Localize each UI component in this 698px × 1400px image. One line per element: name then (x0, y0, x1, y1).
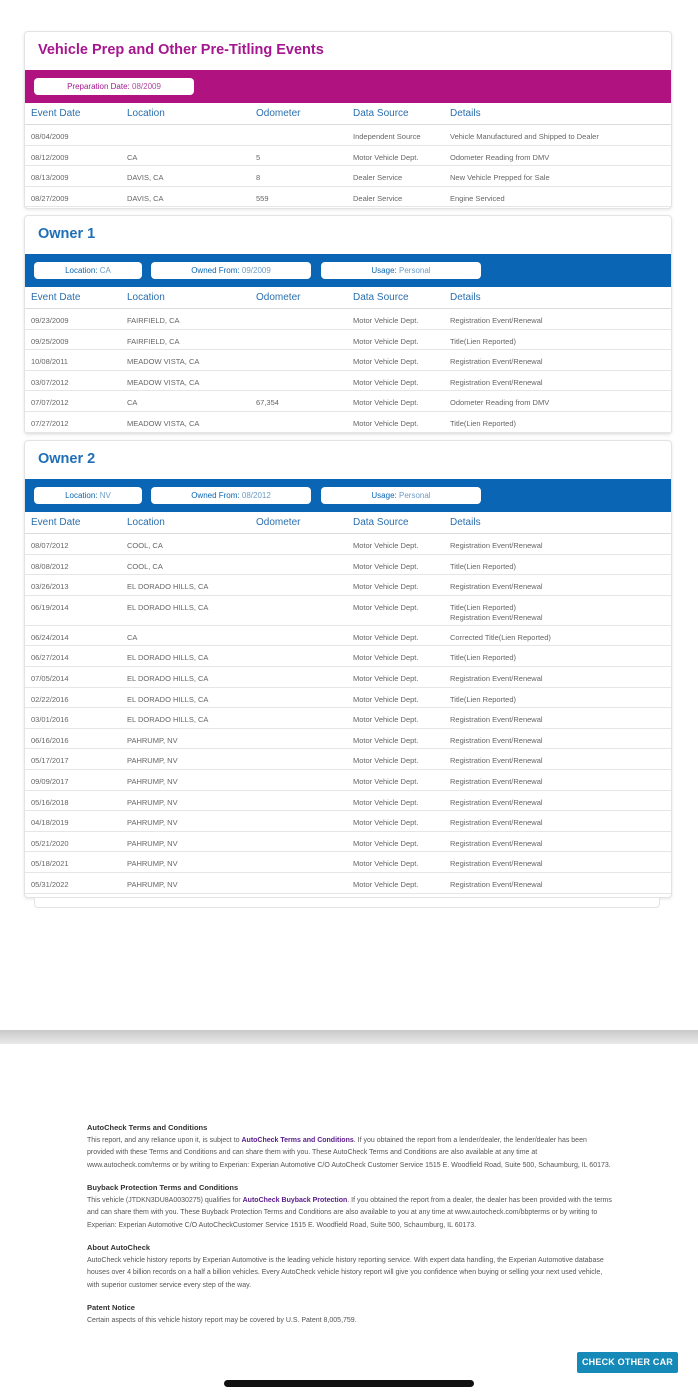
cell-details: Title(Lien Reported) (450, 653, 517, 663)
cell-data-source: Motor Vehicle Dept. (353, 673, 419, 683)
cell-location: FAIRFIELD, CA (127, 316, 180, 325)
cell-details-first-line: Title(Lien Reported) (450, 602, 517, 612)
cell-odometer: 67,354 (256, 398, 279, 408)
cell-odometer: 5 (256, 152, 261, 162)
cell-details: Engine Serviced (450, 193, 505, 203)
table-row (25, 412, 671, 433)
cell-location: PAHRUMP, NV (127, 776, 178, 786)
col-details: Details (450, 292, 481, 303)
col-location: Location (127, 517, 165, 528)
cell-location: EL DORADO HILLS, CA (127, 653, 209, 663)
prep-table-header (25, 103, 671, 125)
cell-location: PAHRUMP, NV (127, 797, 178, 807)
cell-data-source: Dealer Service (353, 173, 403, 183)
cell-location: DAVIS, CA (127, 173, 164, 183)
cell-event-date: 06/19/2014 (31, 602, 69, 612)
cell-event-date: 07/05/2014 (31, 673, 69, 683)
cell-data-source: Motor Vehicle Dept. (353, 582, 419, 592)
cell-data-source: Motor Vehicle Dept. (353, 632, 419, 642)
owned-from-pill (151, 487, 311, 504)
col-odometer: Odometer (256, 108, 301, 119)
table-row (25, 391, 671, 412)
cell-location: PAHRUMP, NV (127, 818, 178, 828)
col-odometer: Odometer (256, 292, 301, 303)
cell-details: Registration Event/Renewal (450, 357, 543, 367)
cell-event-date: 05/16/2018 (31, 797, 69, 807)
cell-details (450, 603, 543, 623)
cell-data-source: Motor Vehicle Dept. (353, 561, 419, 571)
table-row (25, 770, 671, 791)
cell-event-date: 09/25/2009 (31, 336, 69, 346)
patent-notice-title: Patent Notice (87, 1303, 135, 1312)
table-row (25, 350, 671, 371)
cell-event-date: 10/08/2011 (31, 357, 68, 367)
cell-details: Registration Event/Renewal (450, 541, 543, 550)
cell-event-date: 08/27/2009 (31, 193, 69, 203)
cell-details: Odometer Reading from DMV (450, 398, 550, 408)
cell-details: Registration Event/Renewal (450, 582, 543, 592)
location-pill (34, 487, 142, 504)
cell-location: COOL, CA (127, 561, 163, 571)
cell-event-date: 04/18/2019 (31, 818, 69, 828)
cell-location: EL DORADO HILLS, CA (127, 582, 209, 592)
cell-data-source: Motor Vehicle Dept. (353, 152, 419, 162)
cell-odometer: 559 (256, 193, 269, 203)
cell-location: PAHRUMP, NV (127, 859, 178, 869)
col-data-source: Data Source (353, 108, 409, 119)
text: . If you obtained the report from a dealer, the dealer has been provided with the terms and can share them with you. These Buyback Protection Terms and Conditions are also available to you at any time at www.autocheck.com/bbpterms or by writing to Experian: Experian Automotive C/O AutoCheckCustomer Service 1515 E. Woodfield Road, Suite 500, Schaumburg, IL 60173. (87, 1196, 612, 1229)
cell-details: Title(Lien Reported) (450, 336, 517, 346)
cell-location: MEADOW VISTA, CA (127, 377, 200, 387)
cell-details-second-line: Registration Event/Renewal (450, 612, 543, 622)
pill-label: Owned From: (191, 266, 240, 275)
col-location: Location (127, 108, 165, 119)
cell-details: Registration Event/Renewal (450, 756, 543, 766)
cell-event-date: 08/08/2012 (31, 561, 69, 571)
autocheck-terms-link[interactable]: AutoCheck Terms and Conditions (241, 1136, 354, 1144)
autocheck-terms-text (87, 1135, 612, 1173)
cell-location: EL DORADO HILLS, CA (127, 715, 209, 725)
cell-data-source: Motor Vehicle Dept. (353, 756, 419, 766)
cell-data-source: Motor Vehicle Dept. (353, 316, 419, 325)
owner2-card (24, 440, 672, 898)
table-row (25, 125, 671, 146)
cell-location: EL DORADO HILLS, CA (127, 673, 209, 683)
text: This report, and any reliance upon it, is subject to (87, 1136, 242, 1144)
cell-data-source: Motor Vehicle Dept. (353, 776, 419, 786)
cell-odometer: 8 (256, 173, 261, 183)
cell-data-source: Motor Vehicle Dept. (353, 797, 419, 807)
table-row (25, 371, 671, 392)
owner2-band (25, 479, 671, 512)
cell-event-date: 09/23/2009 (31, 316, 69, 325)
cell-event-date: 05/21/2020 (31, 838, 69, 848)
col-event-date: Event Date (31, 292, 81, 303)
cell-data-source: Motor Vehicle Dept. (353, 653, 419, 663)
buyback-terms-text (87, 1195, 612, 1233)
prep-rows (25, 125, 671, 207)
cell-data-source: Motor Vehicle Dept. (353, 377, 419, 387)
cell-event-date: 07/27/2012 (31, 418, 69, 428)
pill-value: CA (99, 266, 111, 275)
table-row (25, 187, 671, 208)
table-row (25, 749, 671, 770)
cell-data-source: Motor Vehicle Dept. (353, 818, 419, 828)
table-row (25, 688, 671, 709)
patent-notice-text: Certain aspects of this vehicle history report may be covered by U.S. Patent 8,005,759. (87, 1316, 357, 1324)
pill-label: Owned From: (191, 491, 240, 500)
col-event-date: Event Date (31, 108, 81, 119)
owned-from-pill (151, 262, 311, 279)
prep-card (24, 31, 672, 209)
pill-value: Personal (399, 491, 431, 500)
text: This vehicle (JTDKN3DU8A0030275) qualifies for (87, 1196, 243, 1204)
cell-event-date: 02/22/2016 (31, 694, 69, 704)
pill-value: 09/2009 (241, 266, 271, 275)
pill-label: Usage: (371, 266, 397, 275)
about-autocheck-text: AutoCheck vehicle history reports by Experian Automotive is the leading vehicle history reporting service. With expert data handling, the Experian Automotive database houses over 4 billion records on a half a billion vehicles. Every AutoCheck vehicle history report will give you confidence when buying or selling your next used vehicle, with superior customer service every step of the way. (87, 1256, 604, 1289)
table-row (25, 811, 671, 832)
usage-pill (321, 487, 481, 504)
cell-details: Corrected Title(Lien Reported) (450, 632, 551, 642)
owner2-title: Owner 2 (38, 451, 96, 467)
owner1-rows (25, 309, 671, 433)
owner2-rows (25, 534, 671, 894)
cell-data-source: Motor Vehicle Dept. (353, 357, 419, 367)
pill-label: Location: (65, 491, 98, 500)
cell-details: Registration Event/Renewal (450, 818, 543, 828)
cell-event-date: 08/07/2012 (31, 541, 69, 550)
prep-band (25, 70, 671, 103)
cell-data-source: Independent Source (353, 132, 421, 141)
table-row (25, 832, 671, 853)
owner1-title: Owner 1 (38, 226, 96, 242)
cell-event-date: 03/07/2012 (31, 377, 69, 387)
cell-details: Registration Event/Renewal (450, 735, 543, 745)
table-row (25, 330, 671, 351)
table-row (25, 309, 671, 330)
cell-event-date: 05/18/2021 (31, 859, 69, 869)
cell-details: Registration Event/Renewal (450, 673, 543, 683)
pill-label: Usage: (371, 491, 397, 500)
cell-data-source: Motor Vehicle Dept. (353, 336, 419, 346)
cell-data-source: Motor Vehicle Dept. (353, 838, 419, 848)
cell-location: MEADOW VISTA, CA (127, 418, 200, 428)
cell-details: Registration Event/Renewal (450, 377, 543, 387)
cell-data-source: Motor Vehicle Dept. (353, 694, 419, 704)
cell-location: EL DORADO HILLS, CA (127, 602, 209, 612)
pill-label: Location: (65, 266, 98, 275)
usage-pill (321, 262, 481, 279)
cell-event-date: 06/27/2014 (31, 653, 69, 663)
cell-location: EL DORADO HILLS, CA (127, 694, 209, 704)
col-event-date: Event Date (31, 517, 81, 528)
owner1-band (25, 254, 671, 287)
cell-location: DAVIS, CA (127, 193, 164, 203)
cell-data-source: Motor Vehicle Dept. (353, 715, 419, 725)
cell-details: Registration Event/Renewal (450, 838, 543, 848)
cell-details: Title(Lien Reported) (450, 694, 517, 704)
cell-data-source: Motor Vehicle Dept. (353, 541, 419, 550)
cell-data-source: Motor Vehicle Dept. (353, 735, 419, 745)
cell-event-date: 05/31/2022 (31, 879, 69, 889)
cell-data-source: Motor Vehicle Dept. (353, 398, 419, 408)
cell-details: Registration Event/Renewal (450, 316, 543, 325)
buyback-terms-title: Buyback Protection Terms and Conditions (87, 1183, 239, 1192)
check-other-car-button[interactable]: CHECK OTHER CAR (577, 1352, 678, 1373)
table-row (25, 667, 671, 688)
table-row (25, 146, 671, 167)
table-row (25, 729, 671, 750)
cell-details: Title(Lien Reported) (450, 561, 517, 571)
cell-data-source: Dealer Service (353, 193, 403, 203)
cell-details: Registration Event/Renewal (450, 797, 543, 807)
table-row (25, 575, 671, 596)
about-autocheck-title: About AutoCheck (87, 1243, 151, 1252)
location-pill (34, 262, 142, 279)
owner2-table-header (25, 512, 671, 534)
cell-data-source: Motor Vehicle Dept. (353, 602, 419, 612)
cell-location: PAHRUMP, NV (127, 838, 178, 848)
table-row (25, 626, 671, 647)
table-row (25, 166, 671, 187)
cell-location: MEADOW VISTA, CA (127, 357, 200, 367)
cell-event-date: 08/13/2009 (31, 173, 69, 183)
col-details: Details (450, 108, 481, 119)
cell-details: Registration Event/Renewal (450, 879, 543, 889)
pill-value: 08/2009 (132, 82, 161, 91)
buyback-protection-link[interactable]: AutoCheck Buyback Protection (242, 1196, 348, 1204)
col-data-source: Data Source (353, 517, 409, 528)
cell-event-date: 07/07/2012 (31, 398, 69, 408)
cell-details: New Vehicle Prepped for Sale (450, 173, 550, 183)
cell-event-date: 05/17/2017 (31, 756, 69, 766)
cell-details: Registration Event/Renewal (450, 776, 543, 786)
cell-event-date: 09/09/2017 (31, 776, 69, 786)
terms-section (87, 1122, 612, 1327)
table-row (25, 534, 671, 555)
cell-event-date: 08/04/2009 (31, 132, 69, 141)
cell-location: FAIRFIELD, CA (127, 336, 180, 346)
col-data-source: Data Source (353, 292, 409, 303)
card-bottom-edge (34, 898, 660, 908)
cell-details: Registration Event/Renewal (450, 859, 543, 869)
cell-data-source: Motor Vehicle Dept. (353, 859, 419, 869)
pill-value: Personal (399, 266, 431, 275)
cell-location: CA (127, 398, 138, 408)
table-row (25, 596, 671, 626)
cell-event-date: 06/24/2014 (31, 632, 69, 642)
section-divider (0, 1030, 698, 1044)
col-location: Location (127, 292, 165, 303)
cell-location: CA (127, 632, 138, 642)
table-row (25, 873, 671, 894)
preparation-date-pill (34, 78, 194, 95)
autocheck-terms-title: AutoCheck Terms and Conditions (87, 1123, 208, 1132)
table-row (25, 708, 671, 729)
table-row (25, 646, 671, 667)
cell-location: COOL, CA (127, 541, 163, 550)
prep-title: Vehicle Prep and Other Pre-Titling Events (38, 42, 324, 58)
owner1-table-header (25, 287, 671, 309)
pill-value: NV (99, 491, 111, 500)
cell-location: PAHRUMP, NV (127, 735, 178, 745)
cell-location: PAHRUMP, NV (127, 756, 178, 766)
home-indicator[interactable] (224, 1380, 474, 1387)
pill-label: Preparation Date: (67, 82, 130, 91)
col-odometer: Odometer (256, 517, 301, 528)
cell-data-source: Motor Vehicle Dept. (353, 879, 419, 889)
owner1-card (24, 215, 672, 434)
cell-event-date: 06/16/2016 (31, 735, 69, 745)
table-row (25, 852, 671, 873)
text: . If you obtained the report from a lender/dealer, the lender/dealer has been provided with these Terms and Conditions and can share them with you. These AutoCheck Terms and Conditions are also available at any time at www.autocheck.com/terms or by writing to Experian: Experian Automotive C/O AutoCheck Customer Service 1515 E. Woodfield Road, Suite 500, Schaumburg, IL 60173. (87, 1136, 611, 1169)
table-row (25, 791, 671, 812)
cell-details: Odometer Reading from DMV (450, 152, 550, 162)
cell-data-source: Motor Vehicle Dept. (353, 418, 419, 428)
cell-location: PAHRUMP, NV (127, 879, 178, 889)
cell-details: Title(Lien Reported) (450, 418, 517, 428)
cell-details: Registration Event/Renewal (450, 715, 543, 725)
table-row (25, 555, 671, 576)
cell-event-date: 03/26/2013 (31, 582, 69, 592)
cell-event-date: 03/01/2016 (31, 715, 69, 725)
pill-value: 08/2012 (241, 491, 271, 500)
cell-details: Vehicle Manufactured and Shipped to Dealer (450, 132, 599, 141)
col-details: Details (450, 517, 481, 528)
cell-location: CA (127, 152, 138, 162)
cell-event-date: 08/12/2009 (31, 152, 69, 162)
